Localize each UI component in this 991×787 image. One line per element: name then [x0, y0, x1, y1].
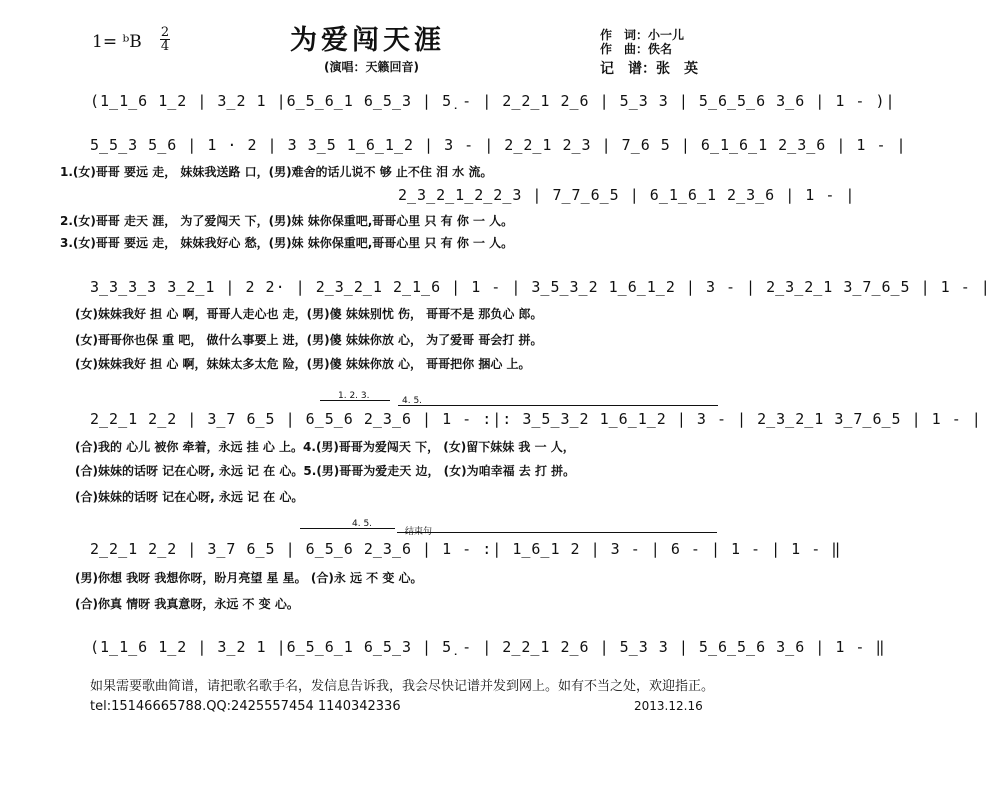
notation-row-outro: (1̲1̲6 1̲2 | 3̲2 1 |6̲5̲6̲1 6̲5̲3 | 5̣ - | 2̲2̲1 2̲6 | 5̲3 3 | 5̲6̲5̲6 3̲6 | 1 - ‖ [90, 638, 886, 656]
notation-row-chorus: 2̲2̲1 2̲2 | 3̲7 6̲5 | 6̲5̲6 2̲3̲6 | 1 - :|: 3̲5̲3̲2 1̲6̲1̲2 | 3 - | 2̲3̲2̲1 3̲7̲6̲5 | 1 - | [90, 410, 982, 428]
key-signature: 1= ᵇB [92, 32, 142, 52]
singer-credit: (演唱：天籁回音) [324, 60, 419, 74]
footer-date: 2013.12.16 [634, 699, 703, 713]
song-title: 为爱闯天涯 [290, 25, 445, 56]
lyric-line: (男)你想 我呀 我想你呀，盼月亮望 星 星。 (合)永 远 不 变 心。 [75, 571, 423, 585]
lyric-line: (女)哥哥你也保 重 吧， 做什么事要上 进，(男)傻 妹妹你放 心， 为了爱哥 哥会打 拼。 [75, 333, 543, 347]
lyric-line: (合)你真 情呀 我真意呀，永远 不 变 心。 [75, 597, 299, 611]
notation-row-intro: (1̲1̲6 1̲2 | 3̲2 1 |6̲5̲6̲1 6̲5̲3 | 5̣ - | 2̲2̲1 2̲6 | 5̲3 3 | 5̲6̲5̲6 3̲6 | 1 - )| [90, 92, 896, 110]
lyricist-credit: 作 词：小一儿 [600, 28, 685, 42]
composer-credit: 作 曲：佚名 [600, 42, 673, 56]
lyric-line: (合)妹妹的话呀 记在心呀, 永远 记 在 心。 [75, 490, 304, 504]
ending-label: 结束句 [405, 527, 433, 537]
volta-label: 1. 2. 3. [338, 391, 370, 401]
notation-row-verse-1b: 2̲3̲2̲1̲2̲2̲3 | 7̲7̲6̲5 | 6̲1̲6̲1 2̲3̲6 | 1 - | [398, 186, 856, 204]
notation-row-ending: 2̲2̲1 2̲2 | 3̲7 6̲5 | 6̲5̲6 2̲3̲6 | 1 - :| 1̲6̲1 2 | 3 - | 6 - | 1 - | 1 - ‖ [90, 540, 842, 558]
lyric-line: (合)妹妹的话呀 记在心呀, 永远 记 在 心。5.(男)哥哥为爱走天 边， (女)为咱幸福 去 打 拼。 [75, 464, 576, 478]
lyric-line: (女)妹妹我好 担 心 啊，妹妹太多太危 险，(男)傻 妹妹你放 心， 哥哥把你 捆心 上。 [75, 357, 531, 371]
lyric-line: (女)妹妹我好 担 心 啊，哥哥人走心也 走，(男)傻 妹妹别忧 伤， 哥哥不是 那负心 郎。 [75, 307, 543, 321]
volta-label: 4. 5. [352, 519, 373, 529]
footer-note: 如果需要歌曲简谱，请把歌名歌手名，发信息告诉我，我会尽快记谱并发到网上。如有不当之处，欢迎指正。tel:15146665788.QQ:2425557454 1140342336 [90, 679, 715, 714]
time-signature-top: 2 [160, 25, 170, 40]
lyric-line: 1.(女)哥哥 要远 走， 妹妹我送路 口，(男)难舍的话儿说不 够 止不住 泪 水 流。 [60, 165, 493, 179]
time-signature-bottom: 4 [160, 39, 170, 54]
notation-row-verse-2: 3̲3̲3̲3 3̲2̲1 | 2 2· | 2̲3̲2̲1 2̲1̲6 | 1 - | 3̲5̲3̲2 1̲6̲1̲2 | 3 - | 2̲3̲2̲1 3̲7̲6̲5 | 1 - | [90, 278, 991, 296]
notation-row-verse-1: 5̲5̲3 5̲6 | 1 · 2 | 3 3̲5 1̲6̲1̲2 | 3 - | 2̲2̲1 2̲3 | 7̲6 5 | 6̲1̲6̲1 2̲3̲6 | 1 - | [90, 136, 907, 154]
lyric-line: (合)我的 心儿 被你 牵着，永远 挂 心 上。4.(男)哥哥为爱闯天 下， (女)留下妹妹 我 一 人， [75, 440, 575, 454]
lyric-line: 3.(女)哥哥 要远 走， 妹妹我好心 愁，(男)妹 妹你保重吧,哥哥心里 只 有 你 一 人。 [60, 236, 514, 250]
volta-label: 4. 5. [402, 396, 423, 406]
time-signature [160, 26, 170, 53]
lyric-line: 2.(女)哥哥 走天 涯， 为了爱闯天 下，(男)妹 妹你保重吧,哥哥心里 只 有 你 一 人。 [60, 214, 514, 228]
transcriber-credit: 记 谱：张 英 [600, 61, 698, 77]
